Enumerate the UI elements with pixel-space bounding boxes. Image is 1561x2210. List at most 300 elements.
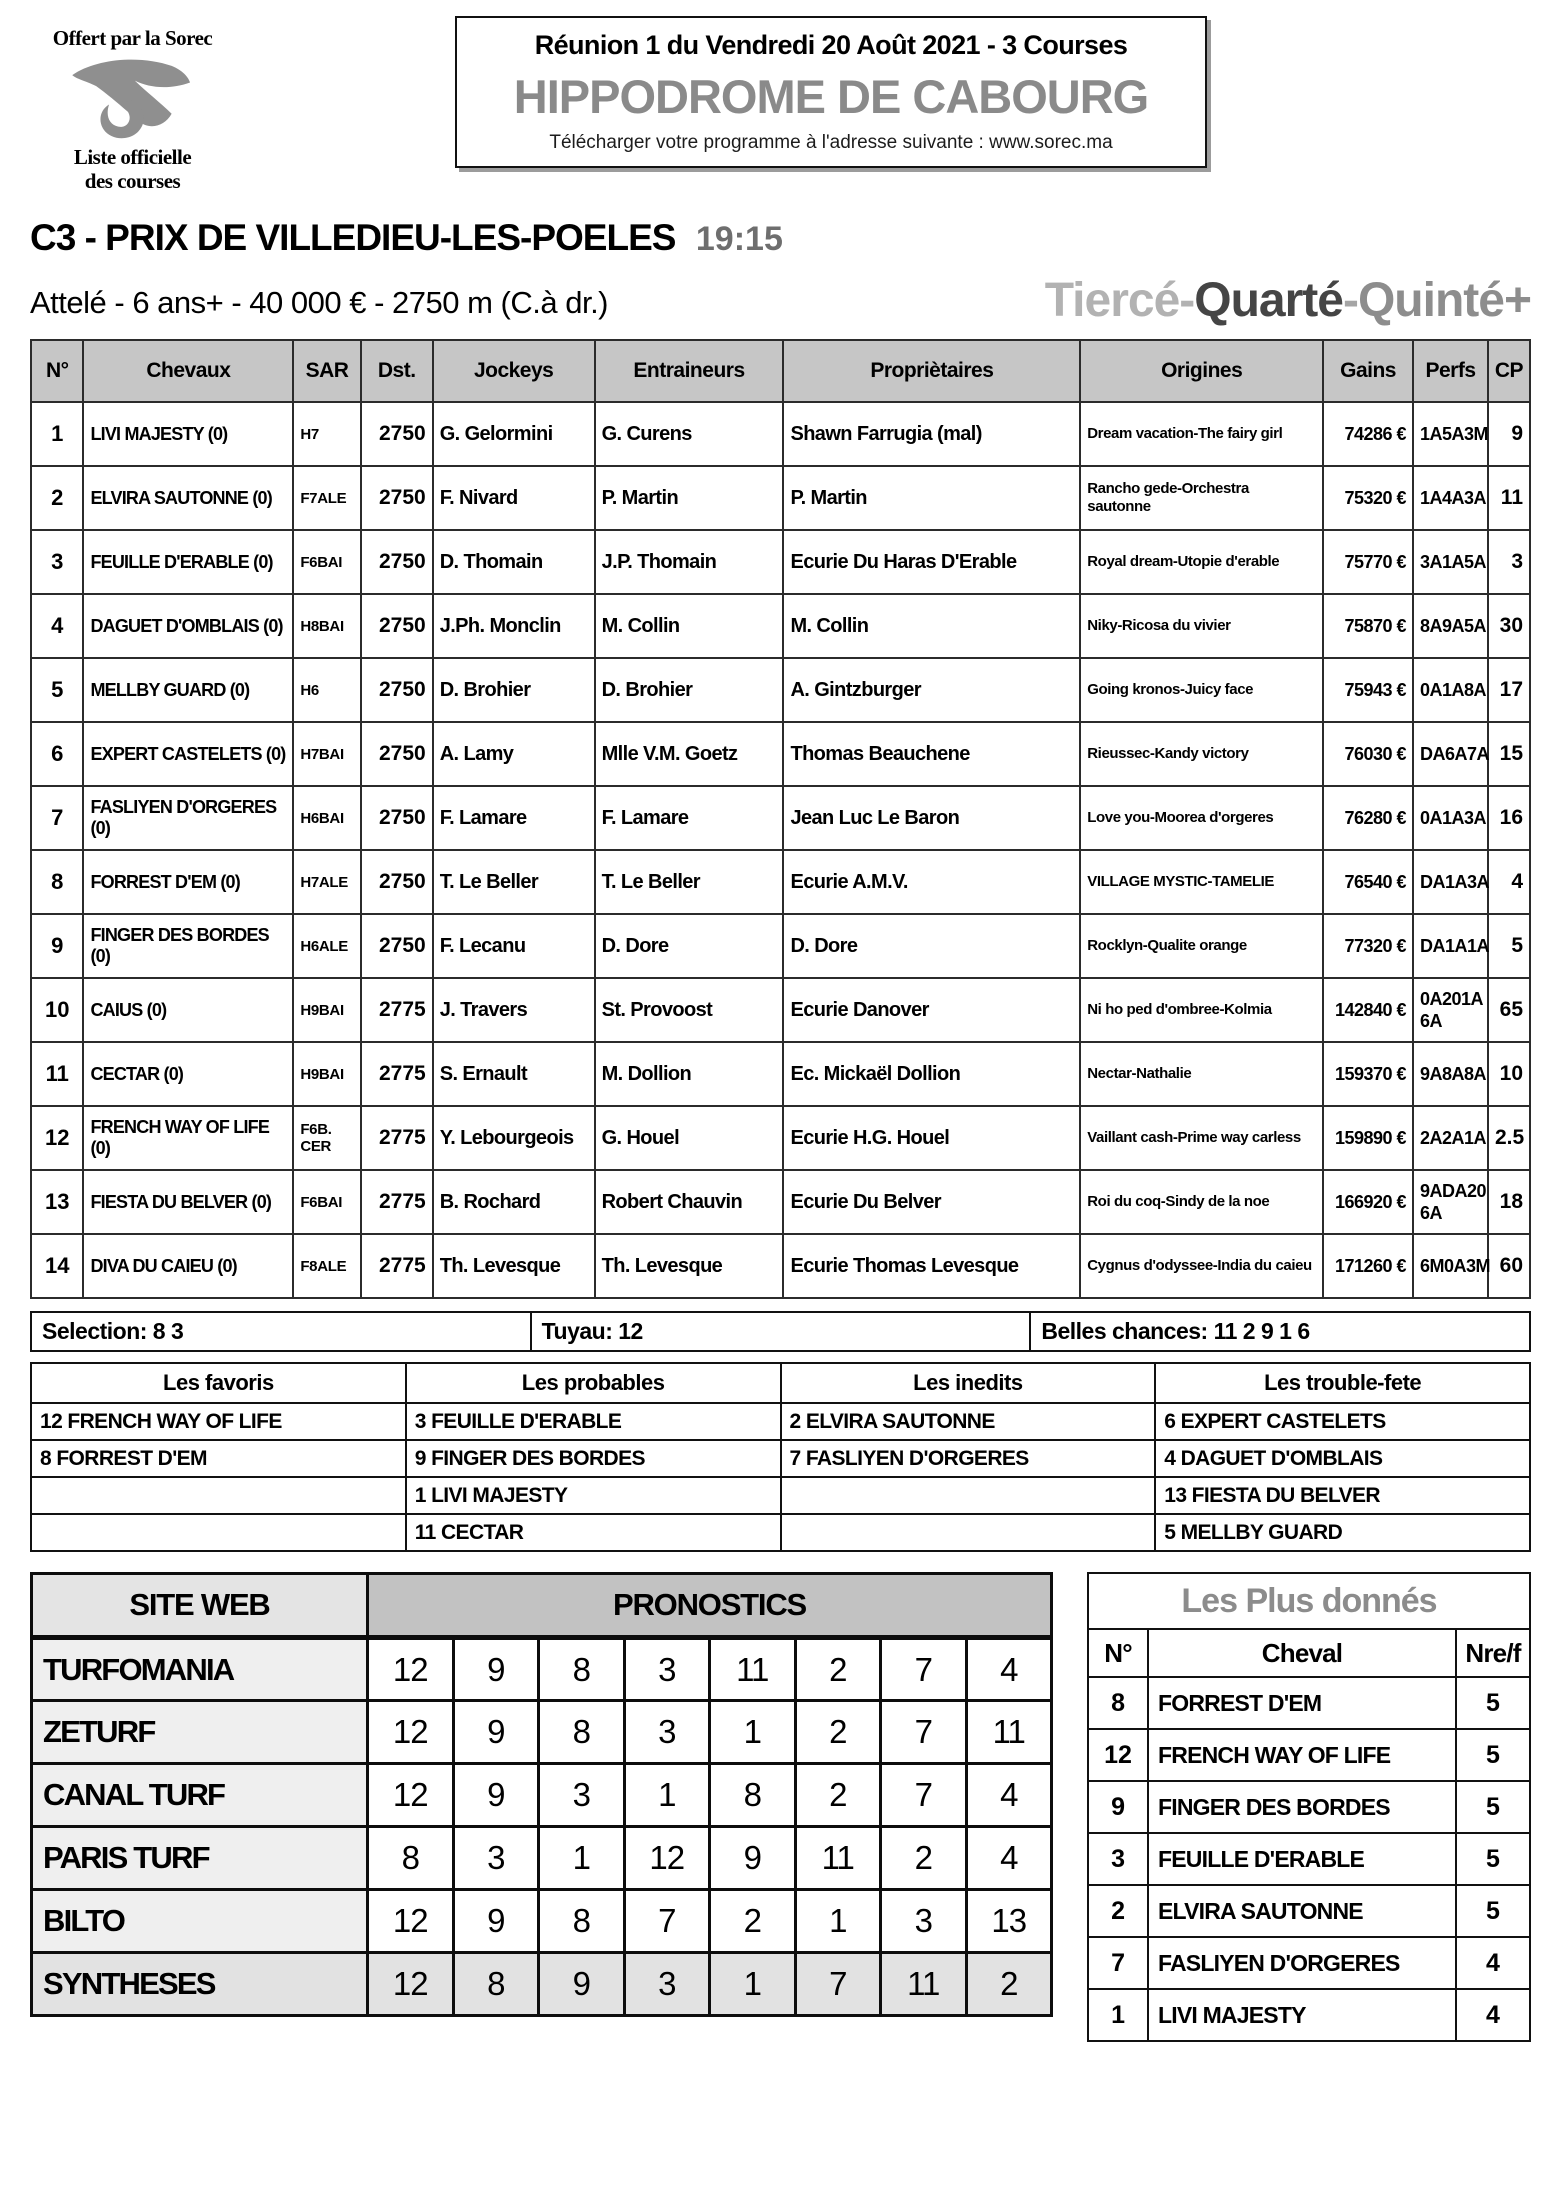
race-conditions-row xyxy=(30,274,1531,327)
runner-num: 13 xyxy=(31,1170,83,1234)
runner-num: 9 xyxy=(31,914,83,978)
picks-cell: 4 DAGUET D'OMBLAIS xyxy=(1155,1440,1530,1477)
pronostic-site-name: BILTO xyxy=(32,1890,368,1953)
runner-origins: Rancho gede-Orchestra sautonne xyxy=(1080,466,1323,530)
picks-cell: 5 MELLBY GUARD xyxy=(1155,1514,1530,1551)
runner-num: 7 xyxy=(31,786,83,850)
picks-table xyxy=(30,1362,1531,1552)
runner-cp: 15 xyxy=(1488,722,1530,786)
runner-owner: Ecurie H.G. Houel xyxy=(783,1106,1080,1170)
runner-perfs: 6M0A3M xyxy=(1413,1234,1488,1298)
pronostic-pick: 3 xyxy=(624,1638,710,1701)
plus-horse-count: 4 xyxy=(1456,1989,1530,2041)
runner-trainer: M. Collin xyxy=(595,594,784,658)
runner-gains: 76030 € xyxy=(1323,722,1413,786)
runner-horse: CAIUS (0) xyxy=(83,978,293,1042)
runner-owner: Ecurie Du Haras D'Erable xyxy=(783,530,1080,594)
runner-trainer: M. Dollion xyxy=(595,1042,784,1106)
plus-donnes-row xyxy=(1088,1677,1530,1729)
pronostic-pick: 8 xyxy=(710,1764,796,1827)
picks-column-header: Les favoris xyxy=(31,1363,406,1403)
runners-column-header: Chevaux xyxy=(83,340,293,402)
runner-num: 8 xyxy=(31,850,83,914)
runner-horse: FINGER DES BORDES (0) xyxy=(83,914,293,978)
runner-owner: Ecurie Du Belver xyxy=(783,1170,1080,1234)
plus-donnes-row xyxy=(1088,1781,1530,1833)
pronostic-site-name: SYNTHESES xyxy=(32,1953,368,2016)
runner-horse: FEUILLE D'ERABLE (0) xyxy=(83,530,293,594)
runner-cp: 65 xyxy=(1488,978,1530,1042)
runners-column-header: Dst. xyxy=(361,340,433,402)
pronostic-pick: 1 xyxy=(624,1764,710,1827)
pronostic-pick: 7 xyxy=(881,1638,967,1701)
runner-trainer: G. Curens xyxy=(595,402,784,466)
runner-sar: H7BAI xyxy=(293,722,360,786)
runner-sar: F6B. CER xyxy=(293,1106,360,1170)
runner-gains: 171260 € xyxy=(1323,1234,1413,1298)
plus-donnes-header-row xyxy=(1088,1629,1530,1677)
runner-gains: 75943 € xyxy=(1323,658,1413,722)
runner-jockey: Y. Lebourgeois xyxy=(433,1106,595,1170)
picks-cell: 8 FORREST D'EM xyxy=(31,1440,406,1477)
runners-column-header: N° xyxy=(31,340,83,402)
pronostic-pick: 9 xyxy=(539,1953,625,2016)
pronostic-pick: 13 xyxy=(966,1890,1052,1953)
runner-row xyxy=(31,1234,1530,1298)
pronostic-pick: 8 xyxy=(453,1953,539,2016)
runner-trainer: G. Houel xyxy=(595,1106,784,1170)
plus-horse-number: 2 xyxy=(1088,1885,1148,1937)
runner-perfs: DA1A3A xyxy=(1413,850,1488,914)
pronostic-pick: 4 xyxy=(966,1638,1052,1701)
runner-sar: H9BAI xyxy=(293,978,360,1042)
pronostic-pick: 2 xyxy=(795,1638,881,1701)
pronostic-pick: 2 xyxy=(795,1764,881,1827)
runner-row xyxy=(31,658,1530,722)
pronostic-row xyxy=(32,1638,1052,1701)
runner-sar: F6BAI xyxy=(293,530,360,594)
runner-perfs: 1A5A3M xyxy=(1413,402,1488,466)
pronostic-pick: 9 xyxy=(453,1638,539,1701)
plus-horse-count: 5 xyxy=(1456,1677,1530,1729)
pronostic-pick: 7 xyxy=(795,1953,881,2016)
runner-cp: 17 xyxy=(1488,658,1530,722)
runner-row xyxy=(31,1106,1530,1170)
runner-jockey: F. Lecanu xyxy=(433,914,595,978)
runners-column-header: SAR xyxy=(293,340,360,402)
bet-type-segment: Tiercé xyxy=(1044,274,1180,327)
bet-type-segment: Quarté xyxy=(1194,274,1343,327)
runner-origins: Going kronos-Juicy face xyxy=(1080,658,1323,722)
runner-gains: 76280 € xyxy=(1323,786,1413,850)
picks-cell xyxy=(781,1477,1156,1514)
runner-row xyxy=(31,914,1530,978)
plus-horse-number: 3 xyxy=(1088,1833,1148,1885)
picks-cell: 2 ELVIRA SAUTONNE xyxy=(781,1403,1156,1440)
runner-dst: 2750 xyxy=(361,658,433,722)
pronostic-row xyxy=(32,1827,1052,1890)
plus-horse-count: 5 xyxy=(1456,1729,1530,1781)
official-list-line1: Liste officielle xyxy=(73,145,192,169)
runner-trainer: D. Brohier xyxy=(595,658,784,722)
pronostic-pick: 7 xyxy=(881,1701,967,1764)
pronostic-row xyxy=(32,1701,1052,1764)
pronostic-pick: 2 xyxy=(710,1890,796,1953)
runner-jockey: B. Rochard xyxy=(433,1170,595,1234)
runner-trainer: F. Lamare xyxy=(595,786,784,850)
bet-type-segment: - xyxy=(1179,274,1195,327)
runner-perfs: 0A1A8A xyxy=(1413,658,1488,722)
runner-horse: EXPERT CASTELETS (0) xyxy=(83,722,293,786)
plus-horse-name: FRENCH WAY OF LIFE xyxy=(1148,1729,1456,1781)
runner-owner: Ecurie Danover xyxy=(783,978,1080,1042)
runner-cp: 30 xyxy=(1488,594,1530,658)
plus-horse-number: 12 xyxy=(1088,1729,1148,1781)
pronostic-pick: 11 xyxy=(795,1827,881,1890)
plus-nref-header: Nre/f xyxy=(1456,1629,1530,1677)
runner-origins: Rocklyn-Qualite orange xyxy=(1080,914,1323,978)
runner-horse: ELVIRA SAUTONNE (0) xyxy=(83,466,293,530)
pronostic-pick: 12 xyxy=(368,1764,454,1827)
runner-trainer: T. Le Beller xyxy=(595,850,784,914)
plus-horse-name: ELVIRA SAUTONNE xyxy=(1148,1885,1456,1937)
pronostic-pick: 8 xyxy=(539,1701,625,1764)
picks-cell xyxy=(31,1477,406,1514)
runner-cp: 2.5 xyxy=(1488,1106,1530,1170)
picks-cell: 9 FINGER DES BORDES xyxy=(406,1440,781,1477)
runner-horse: DIVA DU CAIEU (0) xyxy=(83,1234,293,1298)
runner-trainer: St. Provoost xyxy=(595,978,784,1042)
runner-cp: 11 xyxy=(1488,466,1530,530)
runner-origins: Niky-Ricosa du vivier xyxy=(1080,594,1323,658)
bet-types-banner xyxy=(1044,274,1531,327)
picks-row xyxy=(31,1477,1530,1514)
selection-cell: Selection: 8 3 xyxy=(30,1311,532,1352)
pronostics-header-row xyxy=(32,1574,1052,1638)
plus-horse-name: FASLIYEN D'ORGERES xyxy=(1148,1937,1456,1989)
picks-cell: 12 FRENCH WAY OF LIFE xyxy=(31,1403,406,1440)
belles-chances-cell: Belles chances: 11 2 9 1 6 xyxy=(1029,1311,1531,1352)
pronostic-pick: 11 xyxy=(966,1701,1052,1764)
picks-cell: 7 FASLIYEN D'ORGERES xyxy=(781,1440,1156,1477)
runner-sar: F7ALE xyxy=(293,466,360,530)
runner-dst: 2750 xyxy=(361,850,433,914)
runner-trainer: Mlle V.M. Goetz xyxy=(595,722,784,786)
runner-dst: 2750 xyxy=(361,466,433,530)
download-instruction: Télécharger votre programme à l'adresse suivante : www.sorec.ma xyxy=(549,132,1113,153)
pronostic-pick: 9 xyxy=(453,1890,539,1953)
page-header xyxy=(30,16,1531,201)
picks-cell: 6 EXPERT CASTELETS xyxy=(1155,1403,1530,1440)
runner-perfs: 8A9A5A xyxy=(1413,594,1488,658)
runner-origins: Dream vacation-The fairy girl xyxy=(1080,402,1323,466)
runners-column-header: Jockeys xyxy=(433,340,595,402)
runner-trainer: Robert Chauvin xyxy=(595,1170,784,1234)
runner-origins: Cygnus d'odyssee-India du caieu xyxy=(1080,1234,1323,1298)
plus-cheval-header: Cheval xyxy=(1148,1629,1456,1677)
plus-horse-name: FORREST D'EM xyxy=(1148,1677,1456,1729)
site-web-header: SITE WEB xyxy=(32,1574,368,1638)
runner-num: 2 xyxy=(31,466,83,530)
runner-perfs: 0A201A 6A xyxy=(1413,978,1488,1042)
runner-jockey: D. Brohier xyxy=(433,658,595,722)
runner-row xyxy=(31,1042,1530,1106)
runner-owner: Thomas Beauchene xyxy=(783,722,1080,786)
runner-horse: FASLIYEN D'ORGERES (0) xyxy=(83,786,293,850)
pronostic-pick: 12 xyxy=(368,1890,454,1953)
runner-perfs: 9ADA20 6A xyxy=(1413,1170,1488,1234)
sorec-logo-graphic xyxy=(67,53,199,145)
runner-horse: MELLBY GUARD (0) xyxy=(83,658,293,722)
runner-cp: 18 xyxy=(1488,1170,1530,1234)
runner-gains: 75320 € xyxy=(1323,466,1413,530)
runner-cp: 60 xyxy=(1488,1234,1530,1298)
runner-trainer: D. Dore xyxy=(595,914,784,978)
runner-jockey: F. Nivard xyxy=(433,466,595,530)
plus-horse-number: 9 xyxy=(1088,1781,1148,1833)
runner-sar: H6ALE xyxy=(293,914,360,978)
pronostic-pick: 9 xyxy=(710,1827,796,1890)
runner-row xyxy=(31,850,1530,914)
plus-horse-number: 1 xyxy=(1088,1989,1148,2041)
runner-gains: 74286 € xyxy=(1323,402,1413,466)
runner-owner: Ecurie Thomas Levesque xyxy=(783,1234,1080,1298)
plus-donnes-title: Les Plus donnés xyxy=(1088,1573,1530,1629)
runner-dst: 2750 xyxy=(361,914,433,978)
pronostic-pick: 12 xyxy=(368,1638,454,1701)
runners-column-header: Gains xyxy=(1323,340,1413,402)
runner-origins: Love you-Moorea d'orgeres xyxy=(1080,786,1323,850)
picks-cell: 11 CECTAR xyxy=(406,1514,781,1551)
pronostic-pick: 12 xyxy=(368,1701,454,1764)
runners-table xyxy=(30,339,1531,1299)
picks-cell xyxy=(781,1514,1156,1551)
runner-gains: 166920 € xyxy=(1323,1170,1413,1234)
runner-sar: H6 xyxy=(293,658,360,722)
pronostic-pick: 1 xyxy=(710,1953,796,2016)
runner-owner: D. Dore xyxy=(783,914,1080,978)
plus-horse-name: LIVI MAJESTY xyxy=(1148,1989,1456,2041)
plus-donnes-table xyxy=(1087,1572,1531,2042)
runner-trainer: P. Martin xyxy=(595,466,784,530)
pronostic-pick: 3 xyxy=(453,1827,539,1890)
picks-cell: 1 LIVI MAJESTY xyxy=(406,1477,781,1514)
runner-dst: 2750 xyxy=(361,786,433,850)
runner-horse: CECTAR (0) xyxy=(83,1042,293,1106)
runner-perfs: 0A1A3A xyxy=(1413,786,1488,850)
pronostics-table xyxy=(30,1572,1053,2017)
plus-donnes-row xyxy=(1088,1885,1530,1937)
runner-row xyxy=(31,594,1530,658)
runner-row xyxy=(31,786,1530,850)
plus-horse-count: 5 xyxy=(1456,1781,1530,1833)
runner-horse: FRENCH WAY OF LIFE (0) xyxy=(83,1106,293,1170)
runner-num: 3 xyxy=(31,530,83,594)
pronostic-pick: 1 xyxy=(539,1827,625,1890)
pronostic-pick: 8 xyxy=(539,1890,625,1953)
runner-dst: 2775 xyxy=(361,978,433,1042)
runner-owner: Ec. Mickaël Dollion xyxy=(783,1042,1080,1106)
picks-row xyxy=(31,1514,1530,1551)
runner-row xyxy=(31,978,1530,1042)
runner-perfs: DA6A7A xyxy=(1413,722,1488,786)
bottom-section xyxy=(30,1572,1531,2042)
runner-dst: 2750 xyxy=(361,530,433,594)
runner-cp: 16 xyxy=(1488,786,1530,850)
pronostic-pick: 12 xyxy=(624,1827,710,1890)
tuyau-cell: Tuyau: 12 xyxy=(530,1311,1032,1352)
plus-horse-count: 4 xyxy=(1456,1937,1530,1989)
runner-perfs: 1A4A3A xyxy=(1413,466,1488,530)
runner-jockey: J. Travers xyxy=(433,978,595,1042)
picks-column-header: Les inedits xyxy=(781,1363,1156,1403)
runner-horse: FIESTA DU BELVER (0) xyxy=(83,1170,293,1234)
plus-horse-name: FINGER DES BORDES xyxy=(1148,1781,1456,1833)
runner-gains: 75870 € xyxy=(1323,594,1413,658)
runner-perfs: 2A2A1A xyxy=(1413,1106,1488,1170)
bet-type-segment: Quinté+ xyxy=(1357,274,1531,327)
runner-jockey: G. Gelormini xyxy=(433,402,595,466)
runner-perfs: 3A1A5A xyxy=(1413,530,1488,594)
runner-dst: 2775 xyxy=(361,1106,433,1170)
runner-horse: FORREST D'EM (0) xyxy=(83,850,293,914)
runner-jockey: J.Ph. Monclin xyxy=(433,594,595,658)
runner-sar: F6BAI xyxy=(293,1170,360,1234)
pronostic-pick: 9 xyxy=(453,1701,539,1764)
runners-column-header: CP xyxy=(1488,340,1530,402)
runner-perfs: DA1A1A xyxy=(1413,914,1488,978)
runner-perfs: 9A8A8A xyxy=(1413,1042,1488,1106)
runner-num: 1 xyxy=(31,402,83,466)
plus-horse-number: 7 xyxy=(1088,1937,1148,1989)
runner-row xyxy=(31,402,1530,466)
pronostic-pick: 9 xyxy=(453,1764,539,1827)
race-title: C3 - PRIX DE VILLEDIEU-LES-POELES xyxy=(30,217,676,258)
runner-origins: Royal dream-Utopie d'erable xyxy=(1080,530,1323,594)
plus-horse-count: 5 xyxy=(1456,1885,1530,1937)
runner-dst: 2750 xyxy=(361,402,433,466)
runner-num: 10 xyxy=(31,978,83,1042)
runner-owner: P. Martin xyxy=(783,466,1080,530)
runner-row xyxy=(31,466,1530,530)
runner-num: 5 xyxy=(31,658,83,722)
picks-row xyxy=(31,1403,1530,1440)
pronostic-pick: 4 xyxy=(966,1764,1052,1827)
runner-num: 11 xyxy=(31,1042,83,1106)
pronostic-pick: 4 xyxy=(966,1827,1052,1890)
hippodrome-title: HIPPODROME DE CABOURG xyxy=(513,70,1149,123)
picks-cell: 3 FEUILLE D'ERABLE xyxy=(406,1403,781,1440)
runner-jockey: F. Lamare xyxy=(433,786,595,850)
pronostic-pick: 2 xyxy=(966,1953,1052,2016)
plus-donnes-row xyxy=(1088,1729,1530,1781)
runner-gains: 159890 € xyxy=(1323,1106,1413,1170)
runner-jockey: A. Lamy xyxy=(433,722,595,786)
picks-header-row xyxy=(31,1363,1530,1403)
runner-cp: 5 xyxy=(1488,914,1530,978)
runner-cp: 10 xyxy=(1488,1042,1530,1106)
runner-gains: 159370 € xyxy=(1323,1042,1413,1106)
runner-gains: 75770 € xyxy=(1323,530,1413,594)
runner-origins: Nectar-Nathalie xyxy=(1080,1042,1323,1106)
plus-horse-count: 5 xyxy=(1456,1833,1530,1885)
plus-donnes-row xyxy=(1088,1833,1530,1885)
runner-sar: H6BAI xyxy=(293,786,360,850)
plus-donnes-row xyxy=(1088,1937,1530,1989)
runner-row xyxy=(31,722,1530,786)
race-time: 19:15 xyxy=(695,220,783,258)
runner-origins: Roi du coq-Sindy de la noe xyxy=(1080,1170,1323,1234)
pronostics-header: PRONOSTICS xyxy=(368,1574,1052,1638)
pronostic-pick: 3 xyxy=(624,1701,710,1764)
pronostic-pick: 8 xyxy=(368,1827,454,1890)
picks-column-header: Les probables xyxy=(406,1363,781,1403)
race-heading xyxy=(30,217,1531,259)
runner-trainer: Th. Levesque xyxy=(595,1234,784,1298)
runner-gains: 77320 € xyxy=(1323,914,1413,978)
pronostic-site-name: TURFOMANIA xyxy=(32,1638,368,1701)
pronostic-pick: 3 xyxy=(624,1953,710,2016)
official-list-text xyxy=(30,145,235,193)
picks-cell: 13 FIESTA DU BELVER xyxy=(1155,1477,1530,1514)
bet-type-segment: - xyxy=(1342,274,1358,327)
runners-column-header: Entraineurs xyxy=(595,340,784,402)
offered-by-text: Offert par la Sorec xyxy=(52,26,213,50)
runner-sar: H8BAI xyxy=(293,594,360,658)
runner-cp: 9 xyxy=(1488,402,1530,466)
pronostic-pick: 3 xyxy=(539,1764,625,1827)
pronostic-site-name: PARIS TURF xyxy=(32,1827,368,1890)
pronostic-pick: 1 xyxy=(795,1890,881,1953)
picks-column-header: Les trouble-fete xyxy=(1155,1363,1530,1403)
runner-sar: H9BAI xyxy=(293,1042,360,1106)
runner-trainer: J.P. Thomain xyxy=(595,530,784,594)
runner-owner: Jean Luc Le Baron xyxy=(783,786,1080,850)
pronostic-pick: 7 xyxy=(881,1764,967,1827)
pronostic-pick: 1 xyxy=(710,1701,796,1764)
pronostic-pick: 11 xyxy=(881,1953,967,2016)
pronostic-pick: 12 xyxy=(368,1953,454,2016)
runner-row xyxy=(31,530,1530,594)
runner-dst: 2775 xyxy=(361,1234,433,1298)
runner-jockey: T. Le Beller xyxy=(433,850,595,914)
runner-origins: Vaillant cash-Prime way carless xyxy=(1080,1106,1323,1170)
runner-owner: A. Gintzburger xyxy=(783,658,1080,722)
pronostic-pick: 11 xyxy=(710,1638,796,1701)
runner-num: 14 xyxy=(31,1234,83,1298)
pronostic-row xyxy=(32,1764,1052,1827)
runner-cp: 4 xyxy=(1488,850,1530,914)
pronostic-row xyxy=(32,1890,1052,1953)
pronostic-site-name: ZETURF xyxy=(32,1701,368,1764)
runner-num: 12 xyxy=(31,1106,83,1170)
pronostic-pick: 2 xyxy=(881,1827,967,1890)
picks-cell xyxy=(31,1514,406,1551)
runner-origins: VILLAGE MYSTIC-TAMELIE xyxy=(1080,850,1323,914)
official-list-line2: des courses xyxy=(84,169,181,194)
race-conditions: Attelé - 6 ans+ - 40 000 € - 2750 m (C.à dr.) xyxy=(30,285,609,320)
runner-dst: 2750 xyxy=(361,722,433,786)
pronostic-pick: 3 xyxy=(881,1890,967,1953)
runner-dst: 2775 xyxy=(361,1042,433,1106)
runner-owner: M. Collin xyxy=(783,594,1080,658)
sorec-brand-block xyxy=(30,16,235,193)
runner-origins: Ni ho ped d'ombree-Kolmia xyxy=(1080,978,1323,1042)
runners-column-header: Perfs xyxy=(1413,340,1488,402)
runner-jockey: D. Thomain xyxy=(433,530,595,594)
runner-dst: 2750 xyxy=(361,594,433,658)
runner-jockey: S. Ernault xyxy=(433,1042,595,1106)
